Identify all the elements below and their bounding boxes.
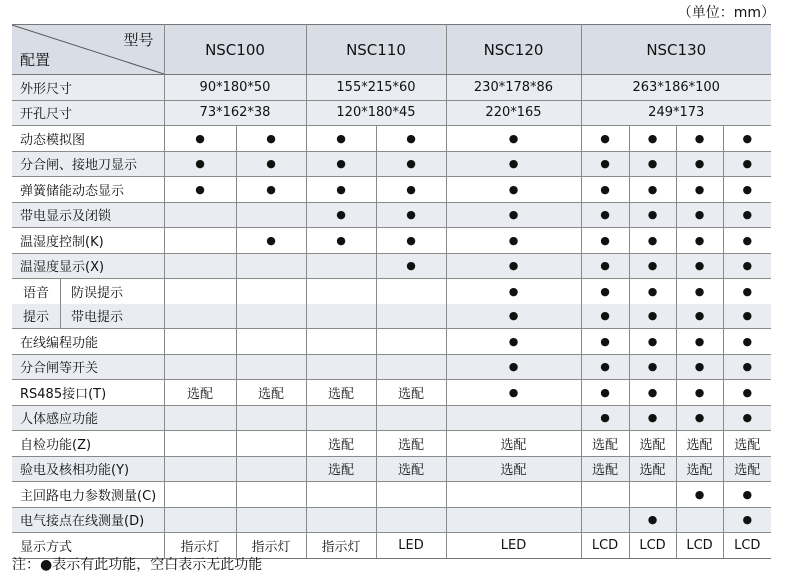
feature-dot: ● [629, 405, 676, 431]
feature-cell [164, 304, 236, 329]
feature-cell [164, 354, 236, 380]
feature-dot: ● [236, 151, 306, 177]
feature-dot: ● [581, 380, 629, 406]
row-label: 在线编程功能 [12, 329, 164, 355]
feature-cell: LCD [629, 533, 676, 559]
feature-cell: LED [446, 533, 581, 559]
outer-size-row [12, 75, 771, 101]
feature-row [12, 507, 771, 533]
outer-size-nsc130: 263*186*100 [581, 75, 771, 101]
feature-dot: ● [446, 126, 581, 152]
feature-dot: ● [306, 177, 376, 203]
feature-cell: 选配 [581, 431, 629, 457]
feature-cell [306, 405, 376, 431]
feature-dot: ● [676, 228, 723, 254]
feature-cell: LED [376, 533, 446, 559]
feature-cell: 选配 [446, 456, 581, 482]
unit-label: （单位：mm） [677, 5, 775, 21]
row-label: RS485接口(T) [12, 380, 164, 406]
feature-dot: ● [376, 253, 446, 279]
cutout-size-row [12, 100, 771, 126]
feature-cell: 指示灯 [236, 533, 306, 559]
feature-dot: ● [676, 329, 723, 355]
feature-row [12, 431, 771, 457]
feature-row [12, 380, 771, 406]
feature-dot: ● [723, 151, 771, 177]
feature-cell [376, 329, 446, 355]
feature-cell [164, 405, 236, 431]
row-label: 电气接点在线测量(D) [12, 507, 164, 533]
feature-row [12, 456, 771, 482]
feature-dot: ● [676, 304, 723, 329]
feature-dot: ● [629, 202, 676, 228]
feature-dot: ● [723, 253, 771, 279]
feature-dot: ● [676, 151, 723, 177]
feature-cell [236, 329, 306, 355]
feature-dot: ● [676, 253, 723, 279]
model-header-nsc110: NSC110 [306, 25, 446, 75]
feature-cell: 选配 [629, 456, 676, 482]
footnote: 注：●表示有此功能，空白表示无此功能 [12, 557, 263, 573]
feature-cell [236, 202, 306, 228]
feature-dot: ● [446, 329, 581, 355]
feature-dot: ● [723, 279, 771, 304]
feature-row [12, 482, 771, 508]
feature-dot: ● [581, 151, 629, 177]
feature-dot: ● [581, 126, 629, 152]
feature-cell [446, 482, 581, 508]
row-label: 防误提示 [71, 285, 124, 301]
feature-row [12, 202, 771, 228]
row-label: 温湿度控制(K) [12, 228, 164, 254]
feature-cell [446, 405, 581, 431]
voice-group-label: 语音 [12, 279, 61, 304]
row-label: 自检功能(Z) [12, 431, 164, 457]
feature-dot: ● [306, 228, 376, 254]
feature-dot: ● [723, 405, 771, 431]
feature-cell [376, 405, 446, 431]
feature-cell: 选配 [723, 456, 771, 482]
feature-row [12, 329, 771, 355]
feature-cell [376, 304, 446, 329]
row-label: 人体感应功能 [12, 405, 164, 431]
model-header-nsc100: NSC100 [164, 25, 306, 75]
cutout-size-nsc100: 73*162*38 [164, 100, 306, 126]
feature-cell [676, 507, 723, 533]
feature-dot: ● [581, 354, 629, 380]
feature-row [12, 354, 771, 380]
feature-dot: ● [306, 126, 376, 152]
feature-cell [306, 482, 376, 508]
feature-dot: ● [676, 279, 723, 304]
feature-dot: ● [376, 228, 446, 254]
row-label: 分合闸等开关 [12, 354, 164, 380]
feature-cell [164, 279, 236, 304]
feature-cell: 选配 [676, 431, 723, 457]
feature-row [12, 228, 771, 254]
feature-dot: ● [629, 228, 676, 254]
feature-cell [306, 354, 376, 380]
row-label: 带电显示及闭锁 [12, 202, 164, 228]
row-label: 显示方式 [12, 533, 164, 559]
feature-dot: ● [581, 253, 629, 279]
feature-row [12, 405, 771, 431]
feature-cell [236, 253, 306, 279]
feature-cell [581, 482, 629, 508]
feature-cell [446, 507, 581, 533]
feature-dot: ● [723, 202, 771, 228]
feature-dot: ● [723, 507, 771, 533]
feature-dot: ● [629, 126, 676, 152]
feature-cell [164, 482, 236, 508]
row-label: 温湿度显示(X) [12, 253, 164, 279]
feature-dot: ● [676, 405, 723, 431]
feature-cell: 选配 [306, 456, 376, 482]
feature-dot: ● [446, 151, 581, 177]
feature-dot: ● [581, 177, 629, 203]
feature-cell [306, 279, 376, 304]
feature-cell: 选配 [164, 380, 236, 406]
feature-dot: ● [723, 329, 771, 355]
feature-dot: ● [376, 126, 446, 152]
feature-cell [236, 431, 306, 457]
feature-cell [164, 202, 236, 228]
model-header-nsc130: NSC130 [581, 25, 771, 75]
feature-cell [164, 507, 236, 533]
feature-dot: ● [581, 329, 629, 355]
feature-cell [581, 507, 629, 533]
feature-dot: ● [676, 482, 723, 508]
feature-row [12, 304, 771, 329]
feature-cell [164, 431, 236, 457]
feature-dot: ● [164, 177, 236, 203]
feature-cell: 选配 [306, 431, 376, 457]
feature-dot: ● [629, 329, 676, 355]
header-corner-cell [12, 25, 164, 75]
feature-cell: 选配 [376, 431, 446, 457]
feature-cell [306, 304, 376, 329]
feature-dot: ● [446, 354, 581, 380]
feature-cell: 选配 [376, 456, 446, 482]
feature-cell: LCD [723, 533, 771, 559]
feature-dot: ● [723, 126, 771, 152]
cutout-size-nsc120: 220*165 [446, 100, 581, 126]
feature-dot: ● [446, 253, 581, 279]
feature-cell [236, 456, 306, 482]
row-label: 分合闸、接地刀显示 [12, 151, 164, 177]
feature-cell: 选配 [306, 380, 376, 406]
feature-dot: ● [164, 126, 236, 152]
feature-cell: 选配 [236, 380, 306, 406]
feature-dot: ● [306, 202, 376, 228]
feature-cell: LCD [676, 533, 723, 559]
row-label: 带电提示 [71, 310, 124, 326]
feature-cell: LCD [581, 533, 629, 559]
feature-dot: ● [581, 405, 629, 431]
row-label: 开孔尺寸 [12, 100, 164, 126]
feature-cell [164, 228, 236, 254]
feature-cell: 选配 [676, 456, 723, 482]
feature-cell [306, 253, 376, 279]
feature-dot: ● [581, 304, 629, 329]
feature-dot: ● [629, 279, 676, 304]
feature-cell [376, 482, 446, 508]
feature-dot: ● [676, 354, 723, 380]
feature-dot: ● [723, 482, 771, 508]
feature-row [12, 279, 771, 304]
feature-dot: ● [629, 380, 676, 406]
feature-cell [376, 507, 446, 533]
feature-dot: ● [376, 151, 446, 177]
feature-cell [306, 329, 376, 355]
feature-cell: 选配 [629, 431, 676, 457]
feature-cell: 选配 [581, 456, 629, 482]
cutout-size-nsc130: 249*173 [581, 100, 771, 126]
feature-dot: ● [446, 304, 581, 329]
feature-row [12, 151, 771, 177]
row-label: 动态模拟图 [12, 126, 164, 152]
row-label: 主回路电力参数测量(C) [12, 482, 164, 508]
feature-dot: ● [629, 177, 676, 203]
feature-dot: ● [446, 380, 581, 406]
outer-size-nsc120: 230*178*86 [446, 75, 581, 101]
voice-sub-cell [12, 279, 164, 304]
feature-cell [164, 253, 236, 279]
outer-size-nsc110: 155*215*60 [306, 75, 446, 101]
feature-cell [164, 456, 236, 482]
feature-dot: ● [723, 304, 771, 329]
voice-group-label: 提示 [12, 304, 61, 329]
feature-dot: ● [446, 177, 581, 203]
feature-dot: ● [629, 304, 676, 329]
feature-cell [306, 507, 376, 533]
feature-row [12, 253, 771, 279]
cutout-size-nsc110: 120*180*45 [306, 100, 446, 126]
feature-dot: ● [629, 507, 676, 533]
feature-dot: ● [306, 151, 376, 177]
feature-cell [236, 482, 306, 508]
feature-dot: ● [581, 202, 629, 228]
row-label: 外形尺寸 [12, 75, 164, 101]
feature-cell: 指示灯 [306, 533, 376, 559]
spec-table [12, 24, 771, 559]
feature-dot: ● [446, 202, 581, 228]
feature-cell [236, 304, 306, 329]
feature-cell: 指示灯 [164, 533, 236, 559]
row-label: 弹簧储能动态显示 [12, 177, 164, 203]
feature-dot: ● [236, 228, 306, 254]
feature-cell: 选配 [376, 380, 446, 406]
model-header-nsc120: NSC120 [446, 25, 581, 75]
feature-dot: ● [629, 253, 676, 279]
feature-row [12, 126, 771, 152]
feature-dot: ● [676, 380, 723, 406]
feature-dot: ● [723, 380, 771, 406]
feature-dot: ● [164, 151, 236, 177]
feature-dot: ● [236, 126, 306, 152]
feature-dot: ● [723, 354, 771, 380]
feature-cell [236, 279, 306, 304]
feature-dot: ● [376, 202, 446, 228]
config-header-label: 配置 [20, 51, 51, 69]
feature-dot: ● [676, 177, 723, 203]
feature-dot: ● [723, 228, 771, 254]
feature-row [12, 177, 771, 203]
feature-dot: ● [236, 177, 306, 203]
feature-cell [236, 405, 306, 431]
feature-dot: ● [446, 228, 581, 254]
feature-dot: ● [676, 126, 723, 152]
feature-dot: ● [581, 279, 629, 304]
voice-sub-cell [12, 304, 164, 329]
feature-cell [236, 507, 306, 533]
feature-dot: ● [676, 202, 723, 228]
feature-dot: ● [629, 151, 676, 177]
feature-cell [236, 354, 306, 380]
model-header-label: 型号 [123, 31, 154, 49]
outer-size-nsc100: 90*180*50 [164, 75, 306, 101]
feature-dot: ● [376, 177, 446, 203]
feature-cell: 选配 [446, 431, 581, 457]
feature-cell [164, 329, 236, 355]
feature-dot: ● [723, 177, 771, 203]
header-row [12, 25, 771, 75]
feature-dot: ● [581, 228, 629, 254]
feature-dot: ● [629, 354, 676, 380]
feature-cell [629, 482, 676, 508]
feature-cell [376, 354, 446, 380]
feature-dot: ● [446, 279, 581, 304]
row-label: 验电及核相功能(Y) [12, 456, 164, 482]
feature-cell: 选配 [723, 431, 771, 457]
feature-cell [376, 279, 446, 304]
